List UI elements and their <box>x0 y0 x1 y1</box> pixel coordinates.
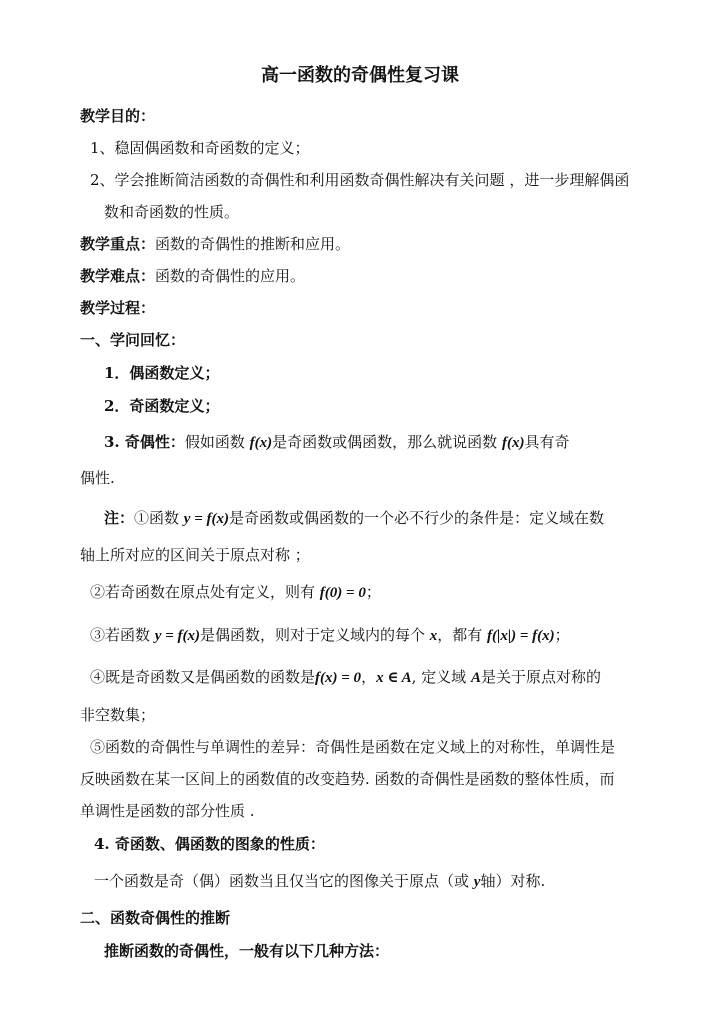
f0-formula: f(0) = 0 <box>319 585 366 601</box>
note-1-continuation: 轴上所对应的区间关于原点对称 ； <box>80 546 310 564</box>
note-5-line3: 单调性是函数的部分性质 . <box>80 802 255 820</box>
item-4-text <box>94 871 720 892</box>
section-2-heading: 二、函数奇偶性的推断 <box>80 909 231 927</box>
item-3-continuation: 偶性. <box>80 469 115 487</box>
item-1-even-definition: 1．偶函数定义； <box>104 364 220 382</box>
fx-formula: f(x) <box>501 435 525 451</box>
item-4-text-a: 一个函数是奇（偶）函数当且仅当它的图像关于原点（或 <box>94 872 474 890</box>
section-2-text: 推断函数的奇偶性，一般有以下几种方法： <box>104 942 390 960</box>
item-2-odd-definition: 2．奇函数定义； <box>104 397 220 415</box>
item-3-text-b: 是奇函数或偶函数，那么就说函数 <box>272 433 502 451</box>
zero-function-formula: f(x) = 0 <box>315 670 362 686</box>
item-4-text-b: 轴）对称. <box>480 872 546 890</box>
section-1-heading: 一、学问回忆： <box>80 331 186 349</box>
objective-2-line1: 2、学会推断简洁函数的奇偶性和利用函数奇偶性解决有关问题 ，进一步理解偶函 <box>90 171 630 189</box>
objective-1: 1、稳固偶函数和奇函数的定义； <box>90 139 310 157</box>
even-function-formula: f(|x|) = f(x) <box>487 628 555 644</box>
note-4-continuation: 非空数集； <box>80 706 156 724</box>
membership-formula: x ∈ A <box>376 670 412 686</box>
note-3-text-a: ③若函数 <box>90 626 155 644</box>
item-3-text-a: 假如函数 <box>184 433 250 451</box>
key-point-line <box>80 234 720 254</box>
note-3-text-c: ，都有 <box>437 626 488 644</box>
key-point-label: 教学重点： <box>80 235 156 253</box>
objective-2-line2: 数和奇函数的性质。 <box>104 203 240 221</box>
note-1-text-b: 是奇函数或偶函数的一个必不行少的条件是：定义域在数 <box>229 509 605 527</box>
difficulty-line <box>80 266 720 286</box>
note-2-text-b: ； <box>365 583 381 601</box>
y-equals-fx-formula: y = f(x) <box>183 511 229 527</box>
item-4-heading: 4. 奇函数、偶函数的图象的性质： <box>94 835 325 853</box>
note-1-line <box>104 508 720 529</box>
note-2-line <box>90 582 720 603</box>
note-3-text-b: 是偶函数，则对于定义域内的每个 <box>199 626 430 644</box>
item-3-text-c: 具有奇 <box>524 433 570 451</box>
note-2-text-a: ②若奇函数在原点处有定义，则有 <box>90 583 320 601</box>
note-5-line2: 反映函数在某一区间上的函数值的改变趋势. 函数的奇偶性是函数的整体性质，而 <box>80 770 615 788</box>
y-axis-symbol: y <box>473 874 481 890</box>
y-equals-fx-formula: y = f(x) <box>154 628 200 644</box>
note-4-line <box>90 667 720 688</box>
note-3-text-d: ； <box>554 626 570 644</box>
item-3-line <box>104 432 720 453</box>
note-4-text-b: ， <box>361 668 377 686</box>
objectives-heading: 教学目的： <box>80 107 156 125</box>
note-1-text-a: ①函数 <box>134 509 184 527</box>
difficulty-text: 函数的奇偶性的应用。 <box>155 267 306 285</box>
process-heading: 教学过程： <box>80 299 156 317</box>
set-a-symbol: A <box>470 670 481 686</box>
difficulty-label: 教学难点： <box>80 267 156 285</box>
item-3-label: 3. 奇偶性： <box>104 433 185 451</box>
note-4-text-a: ④既是奇函数又是偶函数的函数是 <box>90 668 316 686</box>
page-title: 高一函数的奇偶性复习课 <box>261 65 459 86</box>
x-variable: x <box>429 628 438 644</box>
note-4-text-c: , 定义域 <box>411 668 471 686</box>
fx-formula: f(x) <box>249 435 273 451</box>
note-3-line <box>90 625 720 646</box>
note-5-line1: ⑤函数的奇偶性与单调性的差异：奇偶性是函数在定义域上的对称性，单调性是 <box>90 738 616 756</box>
key-point-text: 函数的奇偶性的推断和应用。 <box>155 235 351 253</box>
note-label: 注： <box>104 509 135 527</box>
note-4-text-d: 是关于原点对称的 <box>480 668 601 686</box>
